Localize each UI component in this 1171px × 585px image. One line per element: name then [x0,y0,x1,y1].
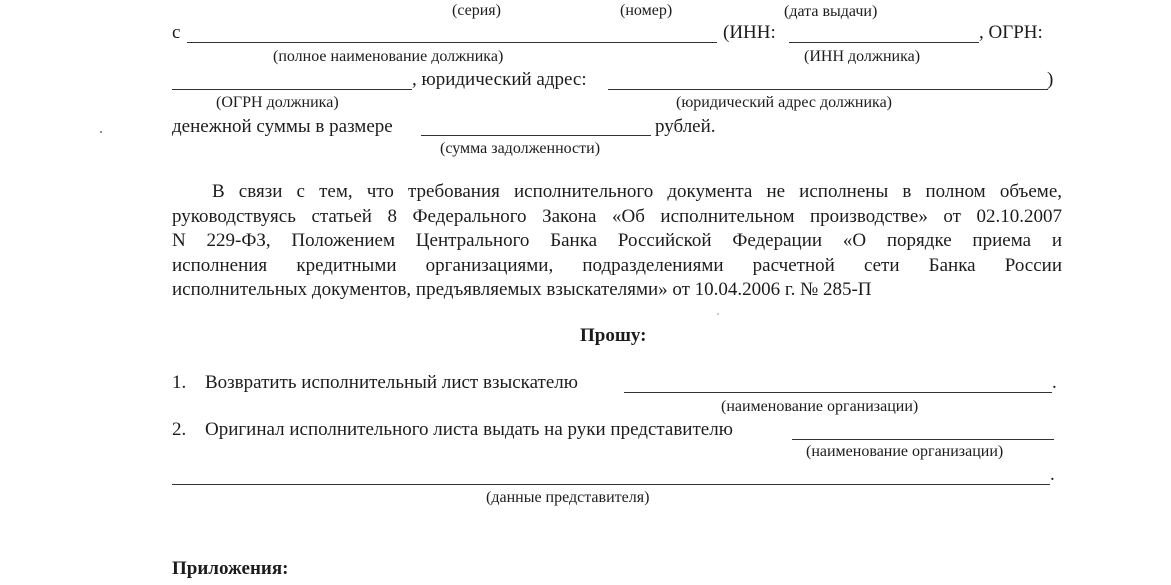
request-heading: Прошу: [580,325,647,346]
item-2-number: 2. [172,419,187,440]
address-blank [608,89,1048,90]
paragraph-line: исполнения кредитными организациями, подразделениями расчетной сети Банка России [172,254,1062,276]
caption-naimenovanie-org-1: (наименование организации) [721,398,919,415]
caption-polnoe-naimenovanie: (полное наименование должника) [273,48,504,65]
inn-label: (ИНН: [723,22,776,43]
sum-label: денежной суммы в размере [172,116,393,137]
address-close: ) [1047,69,1054,90]
caption-ogrn-dolzhnika: (ОГРН должника) [216,94,339,111]
caption-data-vydachi: (дата выдачи) [784,3,878,20]
item-1-blank [624,392,1052,393]
paragraph-line: N 229-ФЗ, Положением Центрального Банка Российской Федерации «О порядке приема и [172,230,1062,251]
representative-end: . [1050,464,1055,485]
caption-yur-adres: (юридический адрес должника) [676,94,892,111]
item-1-number: 1. [172,372,187,393]
debtor-prefix: с [172,22,181,43]
caption-seria: (серия) [452,2,501,19]
paragraph-line: В связи с тем, что требования исполнительного документа не исполнены в полном объеме, [212,181,1062,202]
scan-speck [717,313,719,315]
caption-naimenovanie-org-2: (наименование организации) [806,443,1004,460]
paragraph-line: руководствуясь статьей 8 Федерального Закона «Об исполнительном производстве» от 02.10.2007 [172,205,1062,227]
item-1-end: . [1052,372,1057,393]
address-label: , юридический адрес: [412,69,587,90]
caption-nomer: (номер) [620,2,673,19]
caption-inn-dolzhnika: (ИНН должника) [804,48,921,65]
sum-unit: рублей. [655,116,716,137]
item-1-text: Возвратить исполнительный лист взыскателю [205,372,578,393]
caption-summa: (сумма задолженности) [440,140,601,157]
sum-blank [421,135,651,136]
representative-blank [172,484,1050,485]
attachments-heading: Приложения: [172,558,289,579]
ogrn-label: , ОГРН: [979,22,1043,43]
item-2-blank [792,439,1054,440]
ogrn-blank [172,89,412,90]
item-2-text: Оригинал исполнительного листа выдать на руки представителю [205,419,733,440]
scan-speck [100,131,102,133]
paragraph-line: исполнительных документов, предъявляемых взыскателями» от 10.04.2006 г. № 285-П [172,279,872,300]
debtor-name-blank [187,42,717,43]
caption-dannye-predstavitelya: (данные представителя) [486,489,650,506]
inn-blank [789,42,979,43]
main-paragraph [172,180,1062,303]
